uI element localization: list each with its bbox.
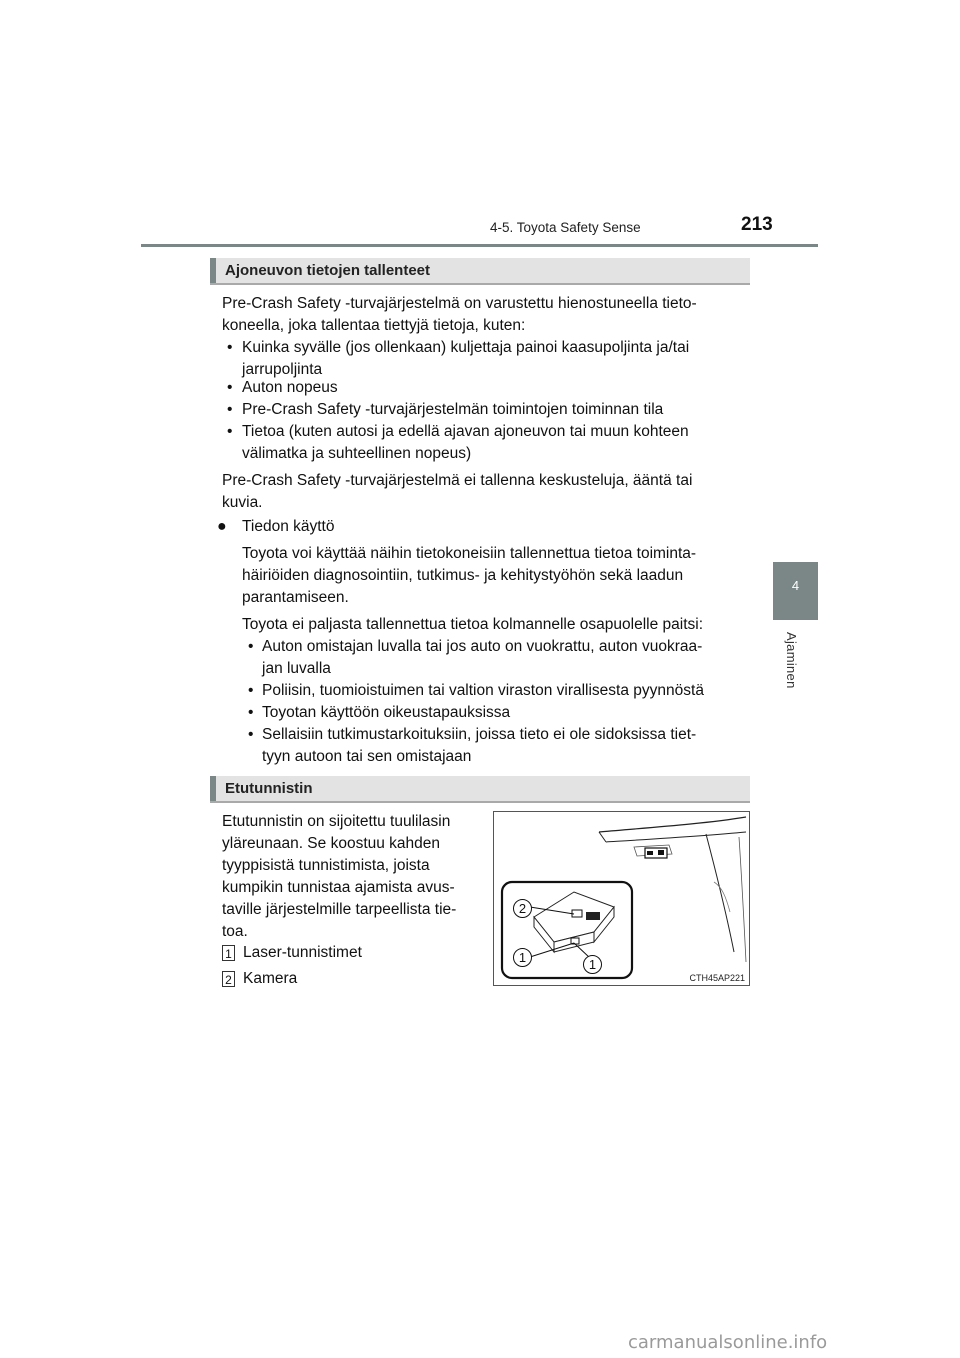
header-rule (141, 244, 818, 247)
legend-number-box: 1 (222, 945, 235, 961)
chapter-label: Ajaminen (784, 632, 799, 689)
legend-label: Laser-tunnistimet (243, 944, 362, 961)
note-line: kuvia. (222, 494, 263, 511)
bullet-dot: • (248, 726, 254, 743)
chapter-number: 4 (791, 578, 800, 593)
figure-code: CTH45AP221 (689, 973, 745, 983)
paragraph-line: kumpikin tunnistaa ajamista avus- (222, 879, 455, 896)
bullet-text: Auton nopeus (242, 379, 338, 396)
paragraph-line: tyyppisistä tunnistimista, joista (222, 857, 430, 874)
bullet-text: Auton omistajan luvalla tai jos auto on vuokrattu, auton vuokraa- (262, 638, 703, 655)
section-heading-bar (210, 776, 750, 803)
front-sensor-figure (493, 811, 750, 986)
bullet-text: jan luvalla (262, 660, 331, 677)
bullet-dot: • (248, 638, 254, 655)
paragraph-line: yläreunaan. Se koostuu kahden (222, 835, 441, 852)
callout-number: 2 (513, 899, 532, 918)
paragraph-line: toa. (222, 923, 248, 940)
bullet-text: jarrupoljinta (242, 361, 323, 378)
section-heading-bar (210, 258, 750, 285)
section-title: Etutunnistin (225, 780, 313, 797)
bullet-text: tyyn autoon tai sen omistajaan (262, 748, 472, 765)
legend-label: Kamera (243, 970, 298, 987)
callout-number: 1 (583, 955, 602, 974)
section-title: Ajoneuvon tietojen tallenteet (225, 262, 431, 279)
bullet-text: Pre-Crash Safety -turvajärjestelmän toimintojen toiminnan tila (242, 401, 664, 418)
bullet-text: Tietoa (kuten autosi ja edellä ajavan ajoneuvon tai muun kohteen (242, 423, 689, 440)
bullet-dot: • (227, 339, 233, 356)
bullet-dot: • (227, 423, 233, 440)
footer-watermark: carmanualsonline.info (628, 1332, 828, 1353)
bullet-dot: • (227, 379, 233, 396)
bullet-text: välimatka ja suhteellinen nopeus) (242, 445, 472, 462)
header-section-title: 4-5. Toyota Safety Sense (490, 220, 641, 235)
intro-line: Pre-Crash Safety -turvajärjestelmä on varustettu hienostuneella tieto- (222, 295, 697, 312)
paragraph-line: häiriöiden diagnosointiin, tutkimus- ja kehitystyöhön sekä laadun (242, 567, 684, 584)
note-line: Pre-Crash Safety -turvajärjestelmä ei tallenna keskusteluja, ääntä tai (222, 472, 693, 489)
bullet-text: Poliisin, tuomioistuimen tai valtion viraston virallisesta pyynnöstä (262, 682, 704, 699)
page-number: 213 (741, 214, 773, 235)
bullet-dot: • (248, 704, 254, 721)
legend-number-box: 2 (222, 971, 235, 987)
windshield-sensor-illustration (494, 812, 749, 985)
intro-line: koneella, joka tallentaa tiettyjä tietoja, kuten: (222, 317, 526, 334)
bullet-dot: • (248, 682, 254, 699)
bullet-text: Toyotan käyttöön oikeustapauksissa (262, 704, 511, 721)
subheading: Tiedon käyttö (242, 518, 335, 535)
bullet-text: Kuinka syvälle (jos ollenkaan) kuljettaja painoi kaasupoljinta ja/tai (242, 339, 690, 356)
callout-number: 1 (513, 948, 532, 967)
paragraph-line: Toyota ei paljasta tallennettua tietoa kolmannelle osapuolelle paitsi: (242, 616, 703, 633)
paragraph-line: Etutunnistin on sijoitettu tuulilasin (222, 813, 451, 830)
bullet-dot: • (227, 401, 233, 418)
paragraph-line: parantamiseen. (242, 589, 349, 606)
filled-circle-bullet: ● (217, 518, 227, 535)
bullet-text: Sellaisiin tutkimustarkoituksiin, joissa tieto ei ole sidoksissa tiet- (262, 726, 697, 743)
paragraph-line: taville järjestelmille tarpeellista tie- (222, 901, 457, 918)
paragraph-line: Toyota voi käyttää näihin tietokoneisiin tallennettua tietoa toiminta- (242, 545, 697, 562)
